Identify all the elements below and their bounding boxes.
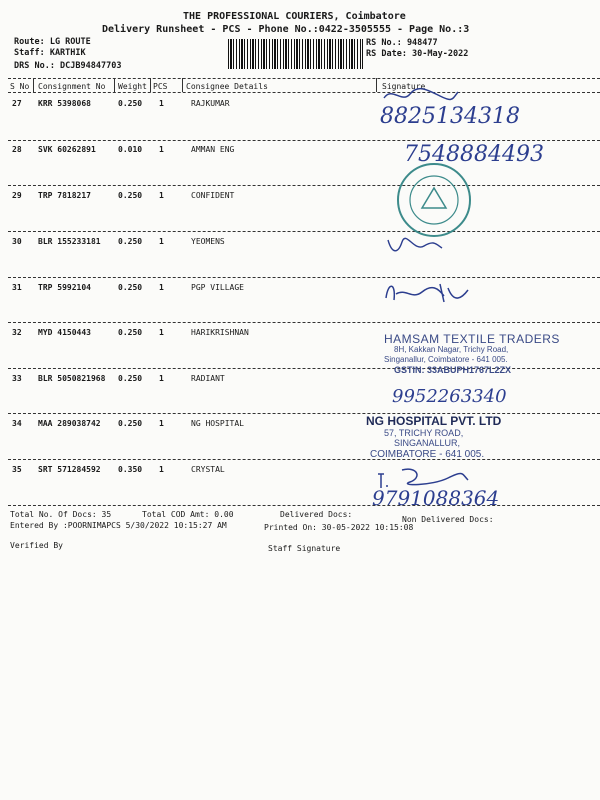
row-pcs: 1 — [159, 283, 164, 292]
row-pcs: 1 — [159, 328, 164, 337]
row-consignment: KRR 5398068 — [38, 99, 91, 108]
col-divider — [182, 78, 183, 92]
row-consignment: TRP 5992104 — [38, 283, 91, 292]
row-weight: 0.250 — [118, 191, 143, 200]
row-consignee: RADIANT — [191, 374, 225, 383]
row-consignment: TRP 7818217 — [38, 191, 91, 200]
row-separator — [8, 185, 600, 186]
row-separator — [8, 322, 600, 323]
hamsam-stamp-line1: 8H, Kakkan Nagar, Trichy Road, — [394, 345, 509, 354]
row-consignee: AMMAN ENG — [191, 145, 235, 154]
col-divider — [33, 78, 34, 92]
row-weight: 0.350 — [118, 465, 143, 474]
row-consignee: YEOMENS — [191, 237, 225, 246]
route-label: Route: LG ROUTE — [14, 37, 91, 47]
row-separator — [8, 277, 600, 278]
row28-signature-phone: 7548884493 — [404, 142, 544, 167]
ng-hospital-stamp-line1: 57, TRICHY ROAD, — [384, 428, 464, 438]
col-sno: S No — [10, 82, 30, 91]
row-weight: 0.250 — [118, 237, 143, 246]
hamsam-stamp-name: HAMSAM TEXTILE TRADERS — [384, 332, 560, 346]
row-separator — [8, 459, 600, 460]
row33-signature-phone: 9952263340 — [392, 386, 507, 407]
col-weight: Weight — [118, 82, 147, 91]
col-divider — [376, 78, 377, 92]
row-pcs: 1 — [159, 99, 164, 108]
delivered-docs: Delivered Docs: — [280, 510, 353, 519]
non-delivered-docs: Non Delivered Docs: — [402, 515, 494, 524]
row-pcs: 1 — [159, 419, 164, 428]
row-consignee: NG HOSPITAL — [191, 419, 244, 428]
row-sno: 35 — [12, 465, 22, 474]
signature-scribble — [382, 278, 472, 308]
row-weight: 0.250 — [118, 99, 143, 108]
row-separator — [8, 368, 600, 369]
ng-hospital-stamp-line2: SINGANALLUR, — [394, 438, 461, 448]
hamsam-stamp-gstin: GSTIN: 33ABUPH1767L2ZX — [394, 365, 512, 375]
row-pcs: 1 — [159, 237, 164, 246]
col-divider — [150, 78, 151, 92]
row-pcs: 1 — [159, 145, 164, 154]
staff-signature-label: Staff Signature — [268, 544, 341, 553]
printed-on: Printed On: 30-05-2022 10:15:08 — [264, 523, 414, 532]
row-consignment: SRT 571284592 — [38, 465, 101, 474]
ng-hospital-stamp-line3: COIMBATORE - 641 005. — [370, 449, 485, 460]
col-divider — [114, 78, 115, 92]
row-consignee: PGP VILLAGE — [191, 283, 244, 292]
row-sno: 27 — [12, 99, 22, 108]
table-header-rule — [8, 92, 600, 93]
row-sno: 32 — [12, 328, 22, 337]
row27-signature-phone: 8825134318 — [380, 104, 520, 129]
runsheet-title: Delivery Runsheet - PCS - Phone No.:0422-3505555 - Page No.:3 — [102, 24, 470, 35]
row-sno: 33 — [12, 374, 22, 383]
row-sno: 30 — [12, 237, 22, 246]
col-consignment: Consignment No — [38, 82, 106, 91]
row-consignee: CONFIDENT — [191, 191, 235, 200]
row-pcs: 1 — [159, 374, 164, 383]
verified-by: Verified By — [10, 541, 63, 550]
col-signature: Signature — [382, 82, 426, 91]
round-seal — [394, 160, 474, 240]
barcode — [228, 39, 363, 69]
row-sno: 28 — [12, 145, 22, 154]
total-cod: Total COD Amt: 0.00 — [142, 510, 234, 519]
col-consignee: Consignee Details — [186, 82, 268, 91]
row-separator — [8, 505, 600, 506]
signature-scribble — [384, 234, 444, 256]
row-pcs: 1 — [159, 191, 164, 200]
row-consignment: SVK 60262891 — [38, 145, 96, 154]
table-top-rule — [8, 78, 600, 79]
row-weight: 0.250 — [118, 283, 143, 292]
row-consignee: HARIKRISHNAN — [191, 328, 249, 337]
row-consignment: MAA 289038742 — [38, 419, 101, 428]
row-consignment: MYD 4150443 — [38, 328, 91, 337]
row-consignee: CRYSTAL — [191, 465, 225, 474]
col-pcs: PCS — [153, 82, 168, 91]
row-consignee: RAJKUMAR — [191, 99, 230, 108]
row-separator — [8, 231, 600, 232]
rs-date: RS Date: 30-May-2022 — [366, 49, 469, 59]
rs-number: RS No.: 948477 — [366, 38, 438, 48]
total-docs: Total No. Of Docs: 35 — [10, 510, 112, 519]
row-weight: 0.250 — [118, 419, 143, 428]
entered-by: Entered By :POORNIMAPCS 5/30/2022 10:15:27 AM — [10, 521, 227, 530]
ng-hospital-stamp-name: NG HOSPITAL PVT. LTD — [366, 414, 502, 428]
row35-signature-phone: 9791088364 — [372, 486, 500, 510]
company-title: THE PROFESSIONAL COURIERS, Coimbatore — [183, 11, 406, 22]
staff-label: Staff: KARTHIK — [14, 48, 86, 58]
row-sno: 34 — [12, 419, 22, 428]
row-consignment: BLR 155233181 — [38, 237, 101, 246]
row-separator — [8, 140, 600, 141]
row-weight: 0.250 — [118, 374, 143, 383]
row-sno: 29 — [12, 191, 22, 200]
row-weight: 0.010 — [118, 145, 143, 154]
row-consignment: BLR 5050821968 — [38, 374, 106, 383]
hamsam-stamp-line2: Singanallur, Coimbatore - 641 005. — [384, 355, 508, 364]
row-pcs: 1 — [159, 465, 164, 474]
drs-number: DRS No.: DCJB94847703 — [14, 61, 122, 71]
row-weight: 0.250 — [118, 328, 143, 337]
row-separator — [8, 413, 600, 414]
row-sno: 31 — [12, 283, 22, 292]
